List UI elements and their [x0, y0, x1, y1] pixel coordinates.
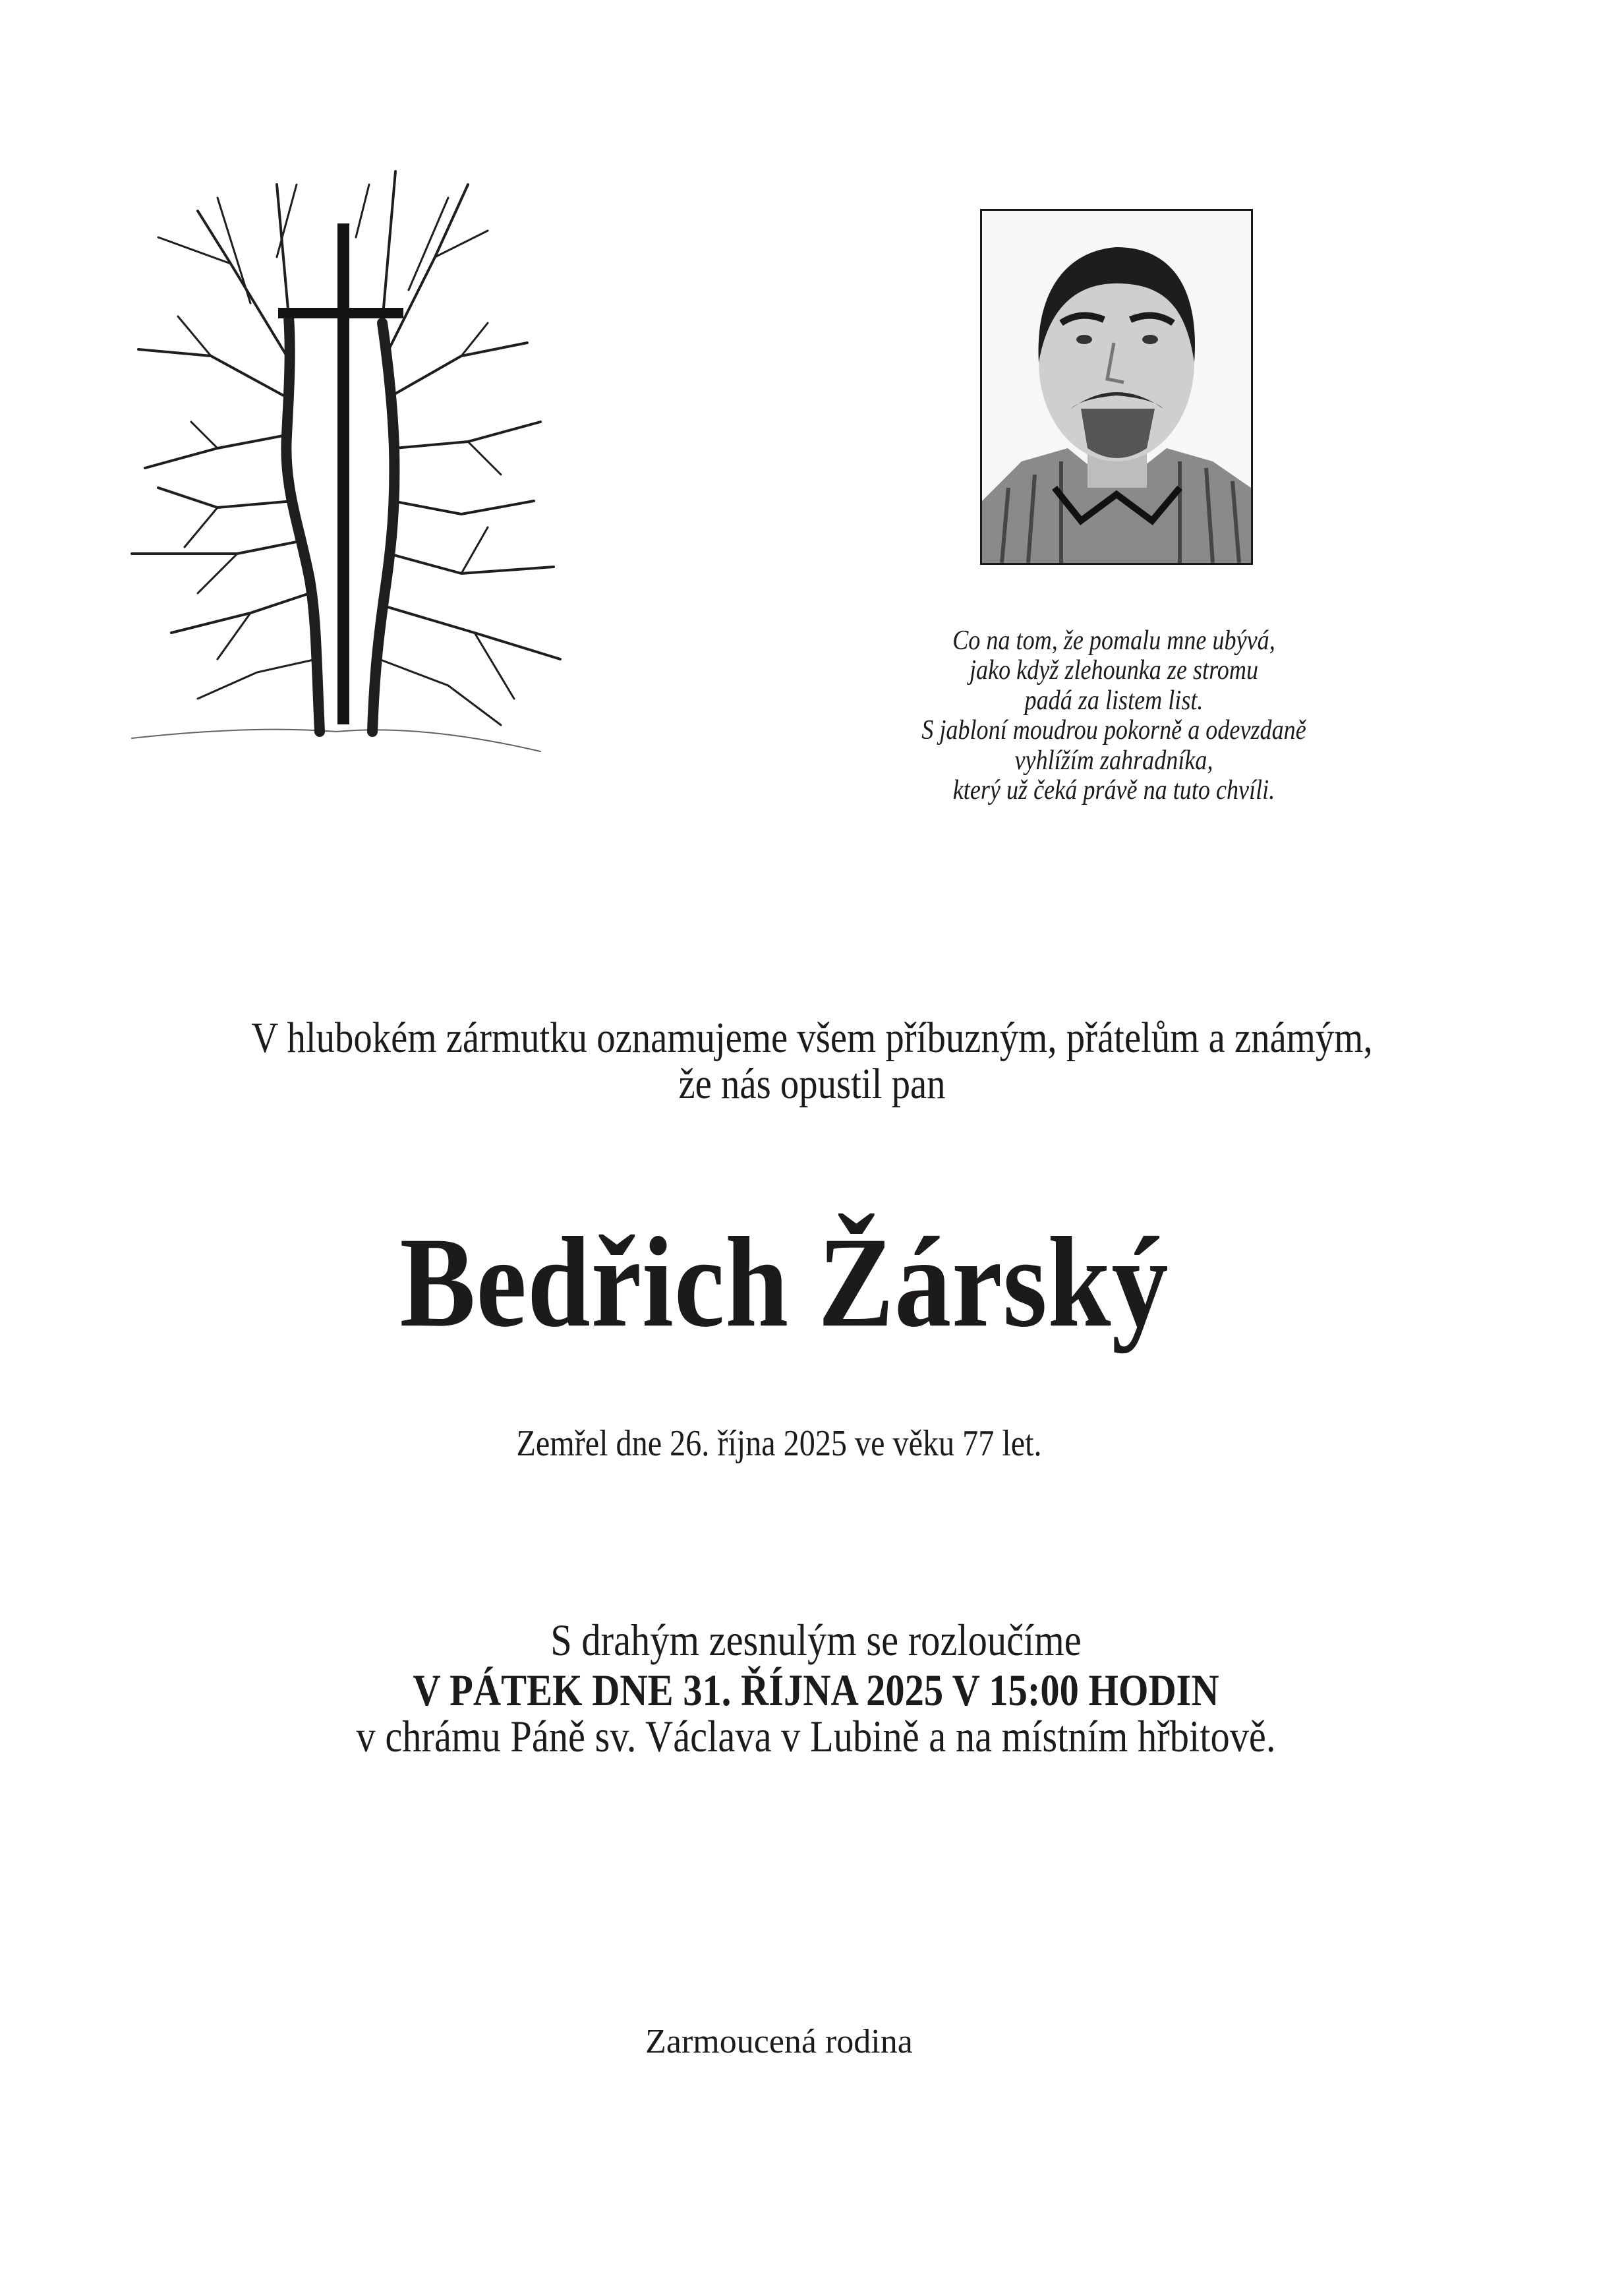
- person-portrait-icon: [982, 211, 1251, 563]
- portrait-photo: [980, 209, 1253, 565]
- poem-line: vyhlížím zahradníka,: [1014, 745, 1213, 776]
- signature: Zarmoucená rodina: [645, 2023, 913, 2060]
- announcement-text: že nás opustil pan: [678, 1060, 946, 1108]
- poem-line: který už čeká právě na tuto chvíli.: [952, 775, 1275, 805]
- announcement-text: V hlubokém zármutku oznamujeme všem příbuzným, přátelům a známým,: [251, 1014, 1373, 1062]
- death-date-text: Zemřel dne 26. října 2025 ve věku 77 let.: [516, 1423, 1042, 1464]
- poem-line: S jabloní moudrou pokorně a odevzdaně: [921, 715, 1306, 745]
- funeral-location: v chrámu Páně sv. Václava v Lubině a na místním hřbitově.: [356, 1711, 1276, 1761]
- poem-line: padá za listem list.: [1024, 686, 1204, 716]
- deceased-name: Bedřich Žárský: [399, 1211, 1169, 1354]
- poem-line: jako když zlehounka ze stromu: [969, 655, 1259, 686]
- funeral-intro: S drahým zesnulým se rozloučíme: [550, 1615, 1082, 1665]
- funeral-datetime: V PÁTEK DNE 31. ŘÍJNA 2025 V 15:00 HODIN: [413, 1665, 1219, 1715]
- tree-cross-icon: [119, 158, 580, 791]
- poem-line: Co na tom, že pomalu mne ubývá,: [952, 626, 1275, 656]
